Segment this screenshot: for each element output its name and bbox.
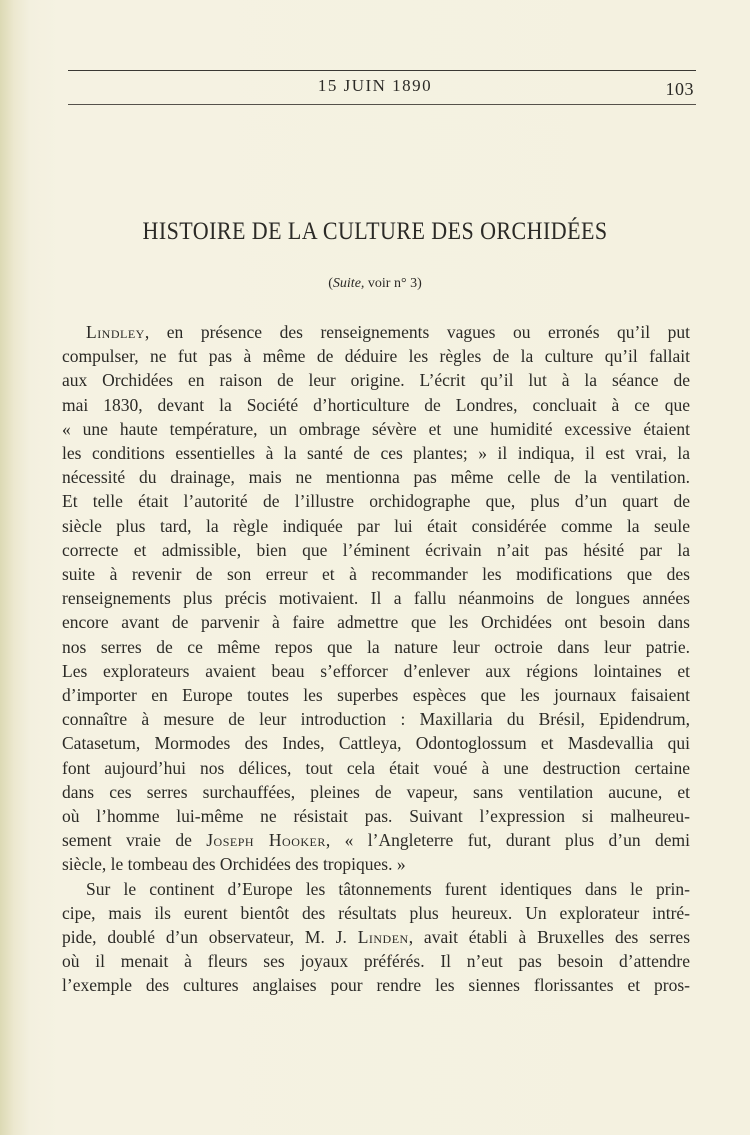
line-text: aux Orchidées en raison de leur origine. L’écrit qu’il lut à la séance de	[62, 370, 690, 391]
paragraph-1	[62, 320, 690, 877]
text-line	[62, 901, 690, 925]
header-date: 15 JUIN 1890	[317, 76, 433, 95]
line-text: où l’homme lui-même ne résistait pas. Suivant l’expression si malheureu-	[62, 806, 690, 827]
text-line	[62, 683, 690, 707]
text-line	[62, 465, 690, 489]
line-text: « une haute température, un ombrage sévère et une humidité excessive étaient	[62, 418, 690, 439]
subtitle-suite: Suite,	[332, 276, 365, 291]
text-line	[62, 756, 690, 780]
header-bottom-rule	[68, 104, 696, 105]
line-text: suite à revenir de son erreur et à recommander les modifications que des	[62, 564, 690, 585]
line-text: mai 1830, devant la Société d’horticulture de Londres, concluait à ce que	[62, 394, 690, 415]
line-text: , avait établi à Bruxelles des serres	[408, 927, 691, 948]
line-text: pide, doublé d’un observateur, M. J.	[62, 927, 358, 948]
text-line	[62, 877, 690, 901]
line-text: l’exemple des cultures anglaises pour rendre les siennes florissantes et pros-	[62, 975, 690, 996]
text-line	[62, 804, 690, 828]
line-text: nos serres de ce même repos que la nature leur octroie dans leur patrie.	[62, 636, 690, 657]
line-text: cipe, mais ils eurent bientôt des résultats plus heureux. Un explorateur intré-	[62, 902, 690, 923]
line-text: Catasetum, Mormodes des Indes, Cattleya, Odontoglossum et Masdevallia qui	[62, 733, 690, 754]
author-name: Lindley	[86, 322, 145, 342]
text-line	[62, 610, 690, 634]
line-text: les conditions essentielles à la santé de ces plantes; » il indiqua, il est vrai, la	[62, 443, 690, 464]
text-line	[62, 828, 690, 852]
text-line	[62, 731, 690, 755]
line-text: correcte et admissible, bien que l’éminent écrivain n’ait pas hésité par la	[62, 539, 690, 560]
text-line	[62, 489, 690, 513]
text-line	[62, 973, 690, 997]
text-line	[62, 441, 690, 465]
page-number: 103	[665, 79, 694, 99]
line-text: où il menait à fleurs ses joyaux préférés. Il n’eut pas besoin d’attendre	[62, 951, 690, 972]
text-line	[62, 514, 690, 538]
line-text: encore avant de parvenir à faire admettre que les Orchidées ont besoin dans	[62, 612, 690, 633]
text-line	[62, 659, 690, 683]
text-line	[62, 368, 690, 392]
line-text: sement vraie de	[62, 830, 207, 851]
line-text: Et telle était l’autorité de l’illustre orchidographe que, plus d’un quart de	[62, 491, 690, 512]
article-subtitle: (Suite, voir n° 3)	[328, 276, 422, 291]
line-text: nécessité du drainage, mais ne mentionna pas même celle de la ventilation.	[62, 467, 690, 488]
header-top-rule	[68, 70, 696, 71]
line-text: Les explorateurs avaient beau s’efforcer d’enlever aux régions lointaines et	[62, 660, 690, 681]
text-line	[62, 538, 690, 562]
text-line	[62, 925, 690, 949]
line-text: siècle plus tard, la règle indiquée par lui était considérée comme la seule	[62, 515, 690, 536]
paragraph-2	[62, 877, 690, 998]
text-line	[62, 562, 690, 586]
text-line	[62, 635, 690, 659]
line-text: dans ces serres surchauffées, pleines de vapeur, sans ventilation aucune, et	[62, 781, 690, 802]
article-title: HISTOIRE DE LA CULTURE DES ORCHIDÉES	[142, 218, 608, 245]
line-text: d’importer en Europe toutes les superbes espèces que les journaux faisaient	[62, 685, 690, 706]
text-line	[62, 417, 690, 441]
subtitle-ref: voir n° 3	[364, 276, 418, 291]
line-text: compulser, ne fut pas à même de déduire les règles de la culture qu’il fallait	[62, 346, 690, 367]
line-text: Sur le continent d’Europe les tâtonnements furent identiques dans le prin-	[86, 878, 690, 899]
text-line	[62, 393, 690, 417]
text-line	[62, 586, 690, 610]
line-text: siècle, le tombeau des Orchidées des tropiques. »	[62, 854, 406, 875]
text-line	[62, 344, 690, 368]
line-text: renseignements plus précis motivaient. Il a fallu néanmoins de longues années	[62, 588, 690, 609]
line-text: , en présence des renseignements vagues ou erronés qu’il put	[144, 322, 690, 342]
text-line	[62, 707, 690, 731]
line-text: connaître à mesure de leur introduction : Maxillaria du Brésil, Epidendrum,	[62, 709, 690, 730]
article-body	[62, 320, 690, 998]
text-line	[62, 852, 690, 876]
line-text: font aujourd’hui nos délices, tout cela était voué à une destruction certaine	[62, 757, 690, 778]
person-name: Linden	[357, 927, 409, 948]
person-name: Joseph Hooker	[206, 830, 326, 851]
text-line	[62, 949, 690, 973]
text-line	[62, 780, 690, 804]
text-line	[62, 320, 690, 344]
line-text: , « l’Angleterre fut, durant plus d’un demi	[325, 830, 690, 851]
